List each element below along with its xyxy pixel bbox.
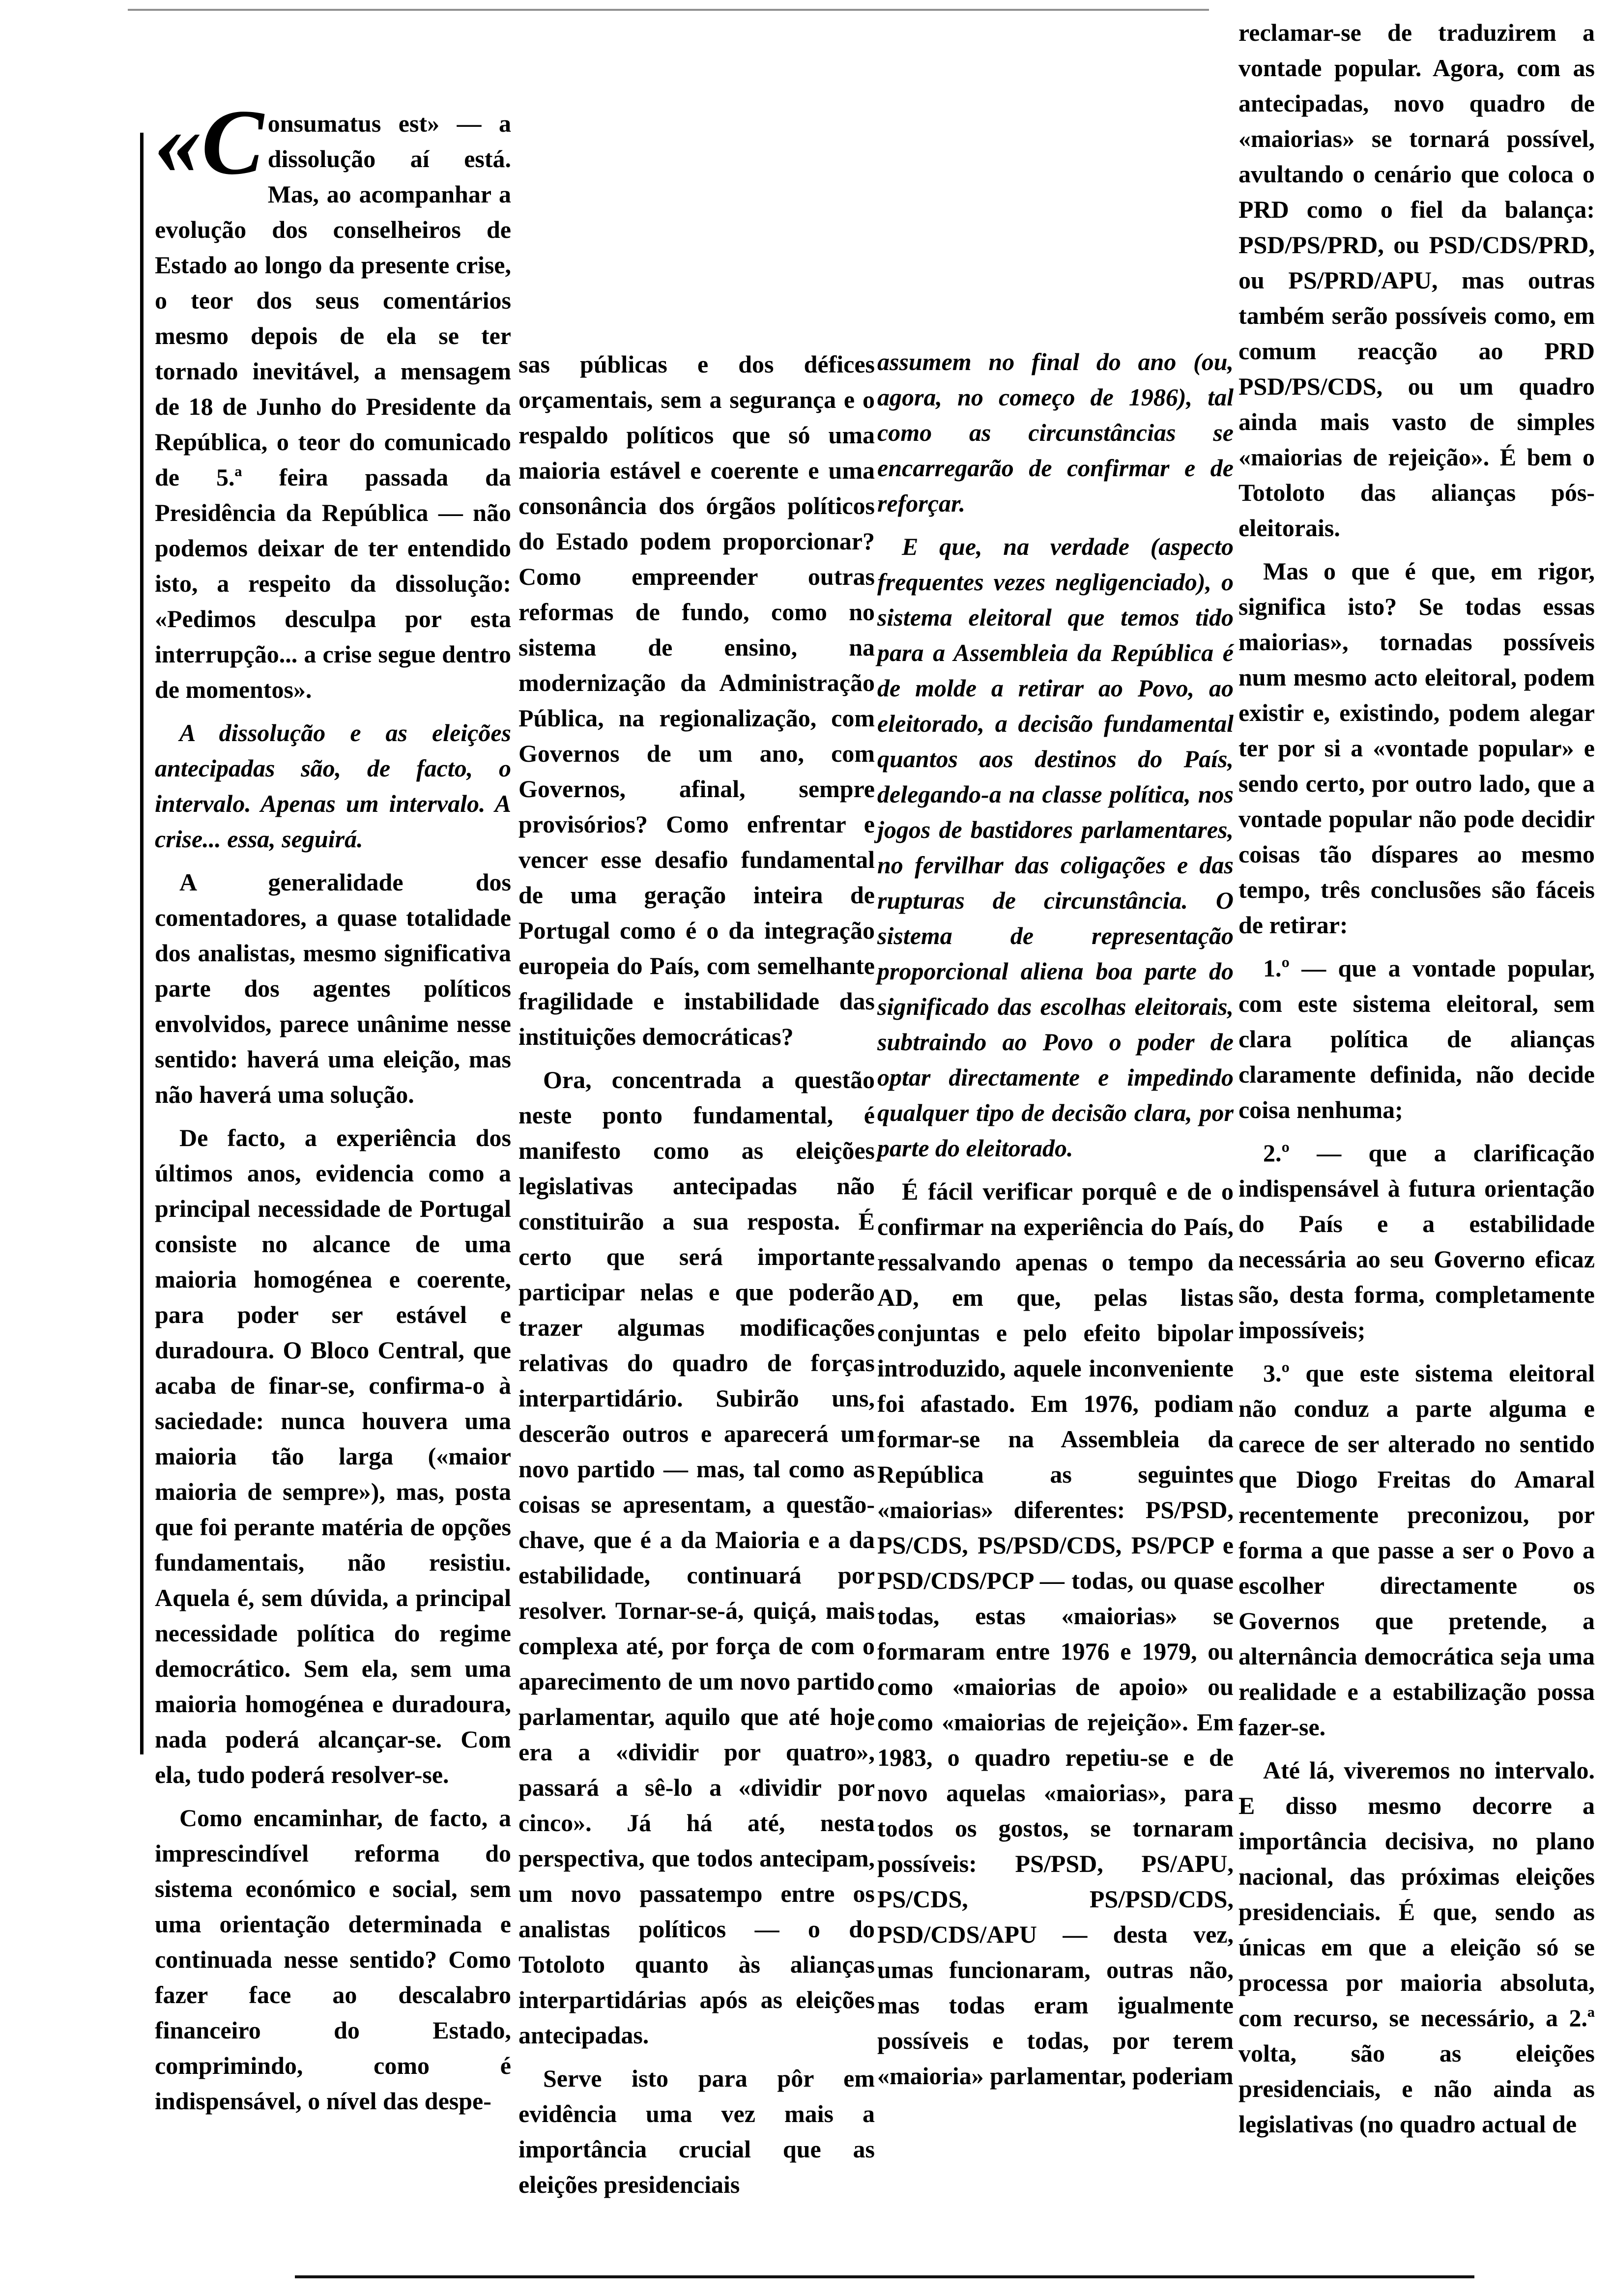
paragraph: É fácil verificar porquê e de o confirmar na experiência do País, ressalvando apenas o tempo da AD, em que, pelas listas conjuntas e pelo efeito bipolar introduzido, aquele inconveniente foi afastado. Em 1976, podiam formar-se na Assembleia da República as seguintes «maiorias» diferentes: PS/PSD, PS/CDS, PS/PSD/CDS, PS/PCP e PSD/CDS/PCP — todas, ou quase todas, estas «maiorias» se formaram entre 1976 e 1979, ou como «maiorias de apoio» ou como «maiorias de rejeição». Em 1983, o quadro repetiu-se e de novo aquelas «maiorias», para todos os gostos, se tornaram possíveis: PS/PSD, PS/APU, PS/CDS, PS/PSD/CDS, PSD/CDS/APU — desta vez, umas funcionaram, outras não, mas todas eram igualmente possíveis e todas, por terem «maioria» parlamentar, poderiam [877,1177,1234,2090]
article-column-2 [518,346,875,2210]
paragraph-continued: sas públicas e dos défices orçamentais, sem a segurança e o respaldo políticos que só uma maioria estável e coerente e uma consonância dos órgãos políticos do Estado podem proporcionar? Como empreender outras reformas de fundo, como no sistema de ensino, na modernização da Administração Pública, na regionalização, com Governos de um ano, com Governos, afinal, sempre provisórios? Como enfrentar e vencer esse desafio fundamental de uma geração inteira de Portugal como é o da integração europeia do País, com semelhante fragilidade e instabilidade das instituições democráticas? [518,350,875,1050]
paragraph: Ora, concentrada a questão neste ponto fundamental, é manifesto como as eleições legislativas antecipadas não constituirão a sua resposta. É certo que será importante participar nelas e que poderão trazer algumas modificações relativas do quadro de forças interpartidário. Subirão uns, descerão outros e aparecerá um novo partido — mas, tal como as coisas se apresentam, a questão-chave, que é a da Maioria e a da estabilidade, continuará por resolver. Tornar-se-á, quiçá, mais complexa até, por força de com o aparecimento de um novo partido parlamentar, aquilo que até hoje era a «dividir por quatro», passará a sê-lo a «dividir por cinco». Já há até, nesta perspectiva, que todos antecipam, um novo passatempo entre os analistas políticos — o do Totoloto quanto às alianças interpartidárias após as eleições antecipadas. [518,1066,875,2049]
paragraph: Até lá, viveremos no intervalo. E disso mesmo decorre a importância decisiva, no plano nacional, das próximas eleições presidenciais. É que, sendo as únicas em que a eleição só se processa por maioria absoluta, com recurso, se necessário, a 2.ª volta, são as eleições presidenciais, e não ainda as legislativas (no quadro actual de [1238,1756,1595,2138]
paragraph: De facto, a experiência dos últimos anos, evidencia como a principal necessidade de Portugal consiste no alcance de uma maioria homogénea e coerente, para poder ser estável e duradoura. O Bloco Central, que acaba de finar-se, confirma-o à saciedade: nunca houvera uma maioria tão larga («maior maioria de sempre»), mas, posta que foi perante matéria de opções fundamentais, não resistiu. Aquela é, sem dúvida, a principal necessidade política do regime democrático. Sem ela, sem uma maioria homogénea e duradoura, nada poderá alcançar-se. Com ela, tudo poderá resolver-se. [155,1124,511,1788]
article-column-4 [1238,15,1595,2150]
article-column-1 [155,91,511,2126]
paragraph: Mas o que é que, em rigor, significa isto? Se todas essas maiorias», tornadas possíveis num mesmo acto eleitoral, podem existir e, existindo, podem alegar ter por si a «vontade popular» e sendo certo, por outro lado, que a vontade popular não pode decidir coisas tão díspares ao mesmo tempo, três conclusões são fáceis de retirar: [1238,557,1595,939]
left-margin-rule [140,133,144,1754]
paragraph: Como encaminhar, de facto, a imprescindível reforma do sistema económico e social, sem uma orientação determinada e continuada nesse sentido? Como fazer face ao descalabro financeiro do Estado, comprimindo, como é indispensável, o nível das despe- [155,1804,511,2115]
conclusion-item-1: 1.º — que a vontade popular, com este sistema eleitoral, sem clara política de alianças claramente definida, não decide coisa nenhuma; [1238,954,1595,1123]
lead-text: onsumatus est» — a dissolução aí está. Mas, ao acompanhar a evolução dos conselheiros de Estado ao longo da presente crise, o teor dos seus comentários mesmo depois de ela se ter tornado inevitável, a mensagem de 18 de Junho do Presidente da República, o teor do comunicado de 5.ª feira passada da Presidência da República — não podemos deixar de ter entendido isto, a respeito da dissolução: «Pedimos desculpa por esta interrupção... a crise segue dentro de momentos». [155,110,511,703]
bottom-rule-divider [295,2275,1474,2278]
paragraph: E que, na verdade (aspecto frequentes vezes negligenciado), o sistema eleitoral que temos tido para a Assembleia da República é de molde a retirar ao Povo, ao eleitorado, a decisão fundamental quantos aos destinos do País, delegando-a na classe política, nos jogos de bastidores parlamentares, no fervilhar das coligações e das rupturas de circunstância. O sistema de representação proporcional aliena boa parte do significado das escolhas eleitorais, subtraindo ao Povo o poder de optar directamente e impedindo qualquer tipo de decisão clara, por parte do eleitorado. [877,533,1234,1162]
paragraph: A dissolução e as eleições antecipadas são, de facto, o intervalo. Apenas um intervalo. A crise... essa, seguirá. [155,719,511,853]
paragraph: Serve isto para pôr em evidência uma vez mais a importância crucial que as eleições presidenciais [518,2065,875,2198]
paragraph-continued: assumem no final do ano (ou, agora, no começo de 1986), tal como as circunstâncias se encarregarão de confirmar e de reforçar. [877,348,1234,517]
paragraph-continued: reclamar-se de traduzirem a vontade popular. Agora, com as antecipadas, novo quadro de «maiorias» se tornará possível, avultando o cenário que coloca o PRD como o fiel da balança: PSD/PS/PRD, ou PSD/CDS/PRD, ou PS/PRD/APU, mas outras também serão possíveis como, em comum reacção ao PRD PSD/PS/CDS, ou um quadro ainda mais vasto de simples «maiorias de rejeição». É bem o Totoloto das alianças pós-eleitorais. [1238,19,1595,542]
top-rule-divider [128,9,1209,11]
drop-cap: «C [155,91,264,194]
paragraph: A generalidade dos comentadores, a quase totalidade dos analistas, mesmo significativa parte dos agentes políticos envolvidos, parece unânime nesse sentido: haverá uma eleição, mas não haverá uma solução. [155,868,511,1108]
conclusion-item-2: 2.º — que a clarificação indispensável à futura orientação do País e a estabilidade necessária ao seu Governo eficaz são, desta forma, completamente impossíveis; [1238,1139,1595,1344]
article-column-3 [877,344,1234,2101]
lead-paragraph [155,91,511,707]
conclusion-item-3: 3.º que este sistema eleitoral não conduz a parte alguma e carece de ser alterado no sentido que Diogo Freitas do Amaral recentemente preconizou, por forma a que passe a ser o Povo a escolher directamente os Governos que pretende, a alternância democrática seja uma realidade e a estabilização possa fazer-se. [1238,1359,1595,1741]
